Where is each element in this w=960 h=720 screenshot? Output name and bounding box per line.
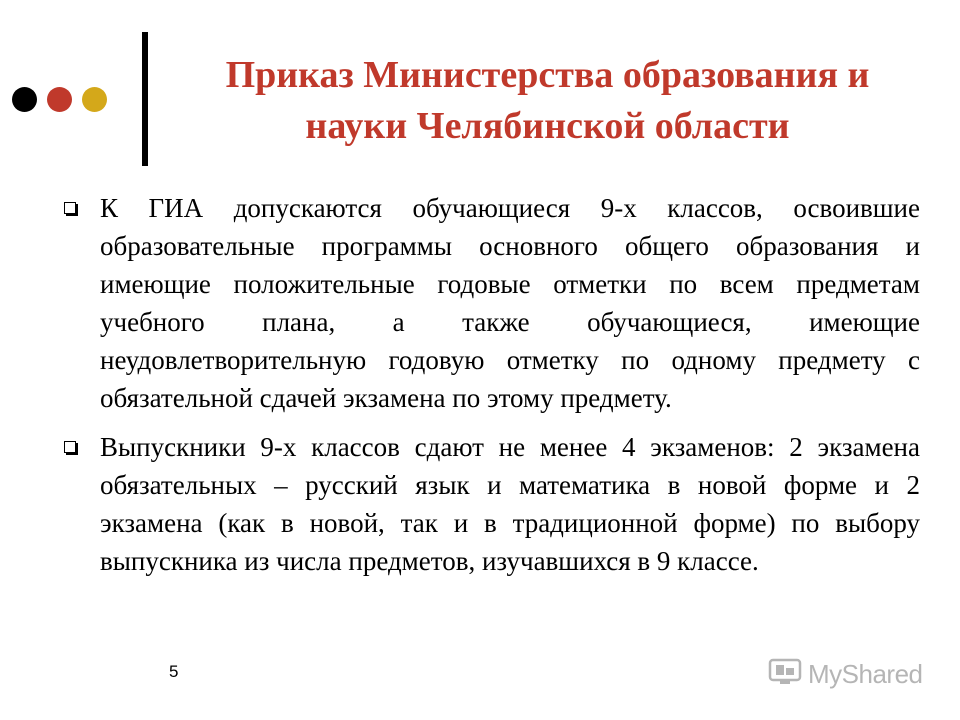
- watermark: [768, 657, 923, 692]
- bullet-item: [60, 428, 920, 580]
- bullet-text: Выпускники 9-х классов сдают не менее 4 экзаменов: 2 экзамена обязательных – русский язык и математика в новой форме и 2 экзамена (как в новой, так и в традиционной форме) по выбору выпускника из числа предметов, изучавшихся в 9 классе.: [100, 432, 920, 576]
- decor-dot-red: [47, 87, 72, 112]
- decor-dot-black: [12, 87, 37, 112]
- slide-title-line-2: науки Челябинской области: [305, 105, 790, 147]
- myshared-logo-icon: [768, 657, 802, 692]
- slide-title: [160, 50, 935, 152]
- bullet-list: [60, 189, 920, 591]
- decor-dots: [12, 87, 107, 112]
- watermark-text: MyShared: [808, 659, 923, 689]
- square-bullet-icon: [64, 202, 76, 214]
- slide-title-line-1: Приказ Министерства образования и: [225, 54, 870, 96]
- square-bullet-icon: [64, 441, 76, 453]
- decor-dot-gold: [82, 87, 107, 112]
- bullet-text: К ГИА допускаются обучающиеся 9-х классов, освоившие образовательные программы основного общего образования и имеющие положительные годовые отметки по всем предметам учебного плана, а также обучающиеся, имеющие неудовлетворительную годовую отметку по одному предмету с обязательной сдачей экзамена по этому предмету.: [100, 193, 920, 413]
- page-number: 5: [169, 662, 179, 681]
- decor-vertical-line: [142, 32, 148, 166]
- bullet-item: [60, 189, 920, 417]
